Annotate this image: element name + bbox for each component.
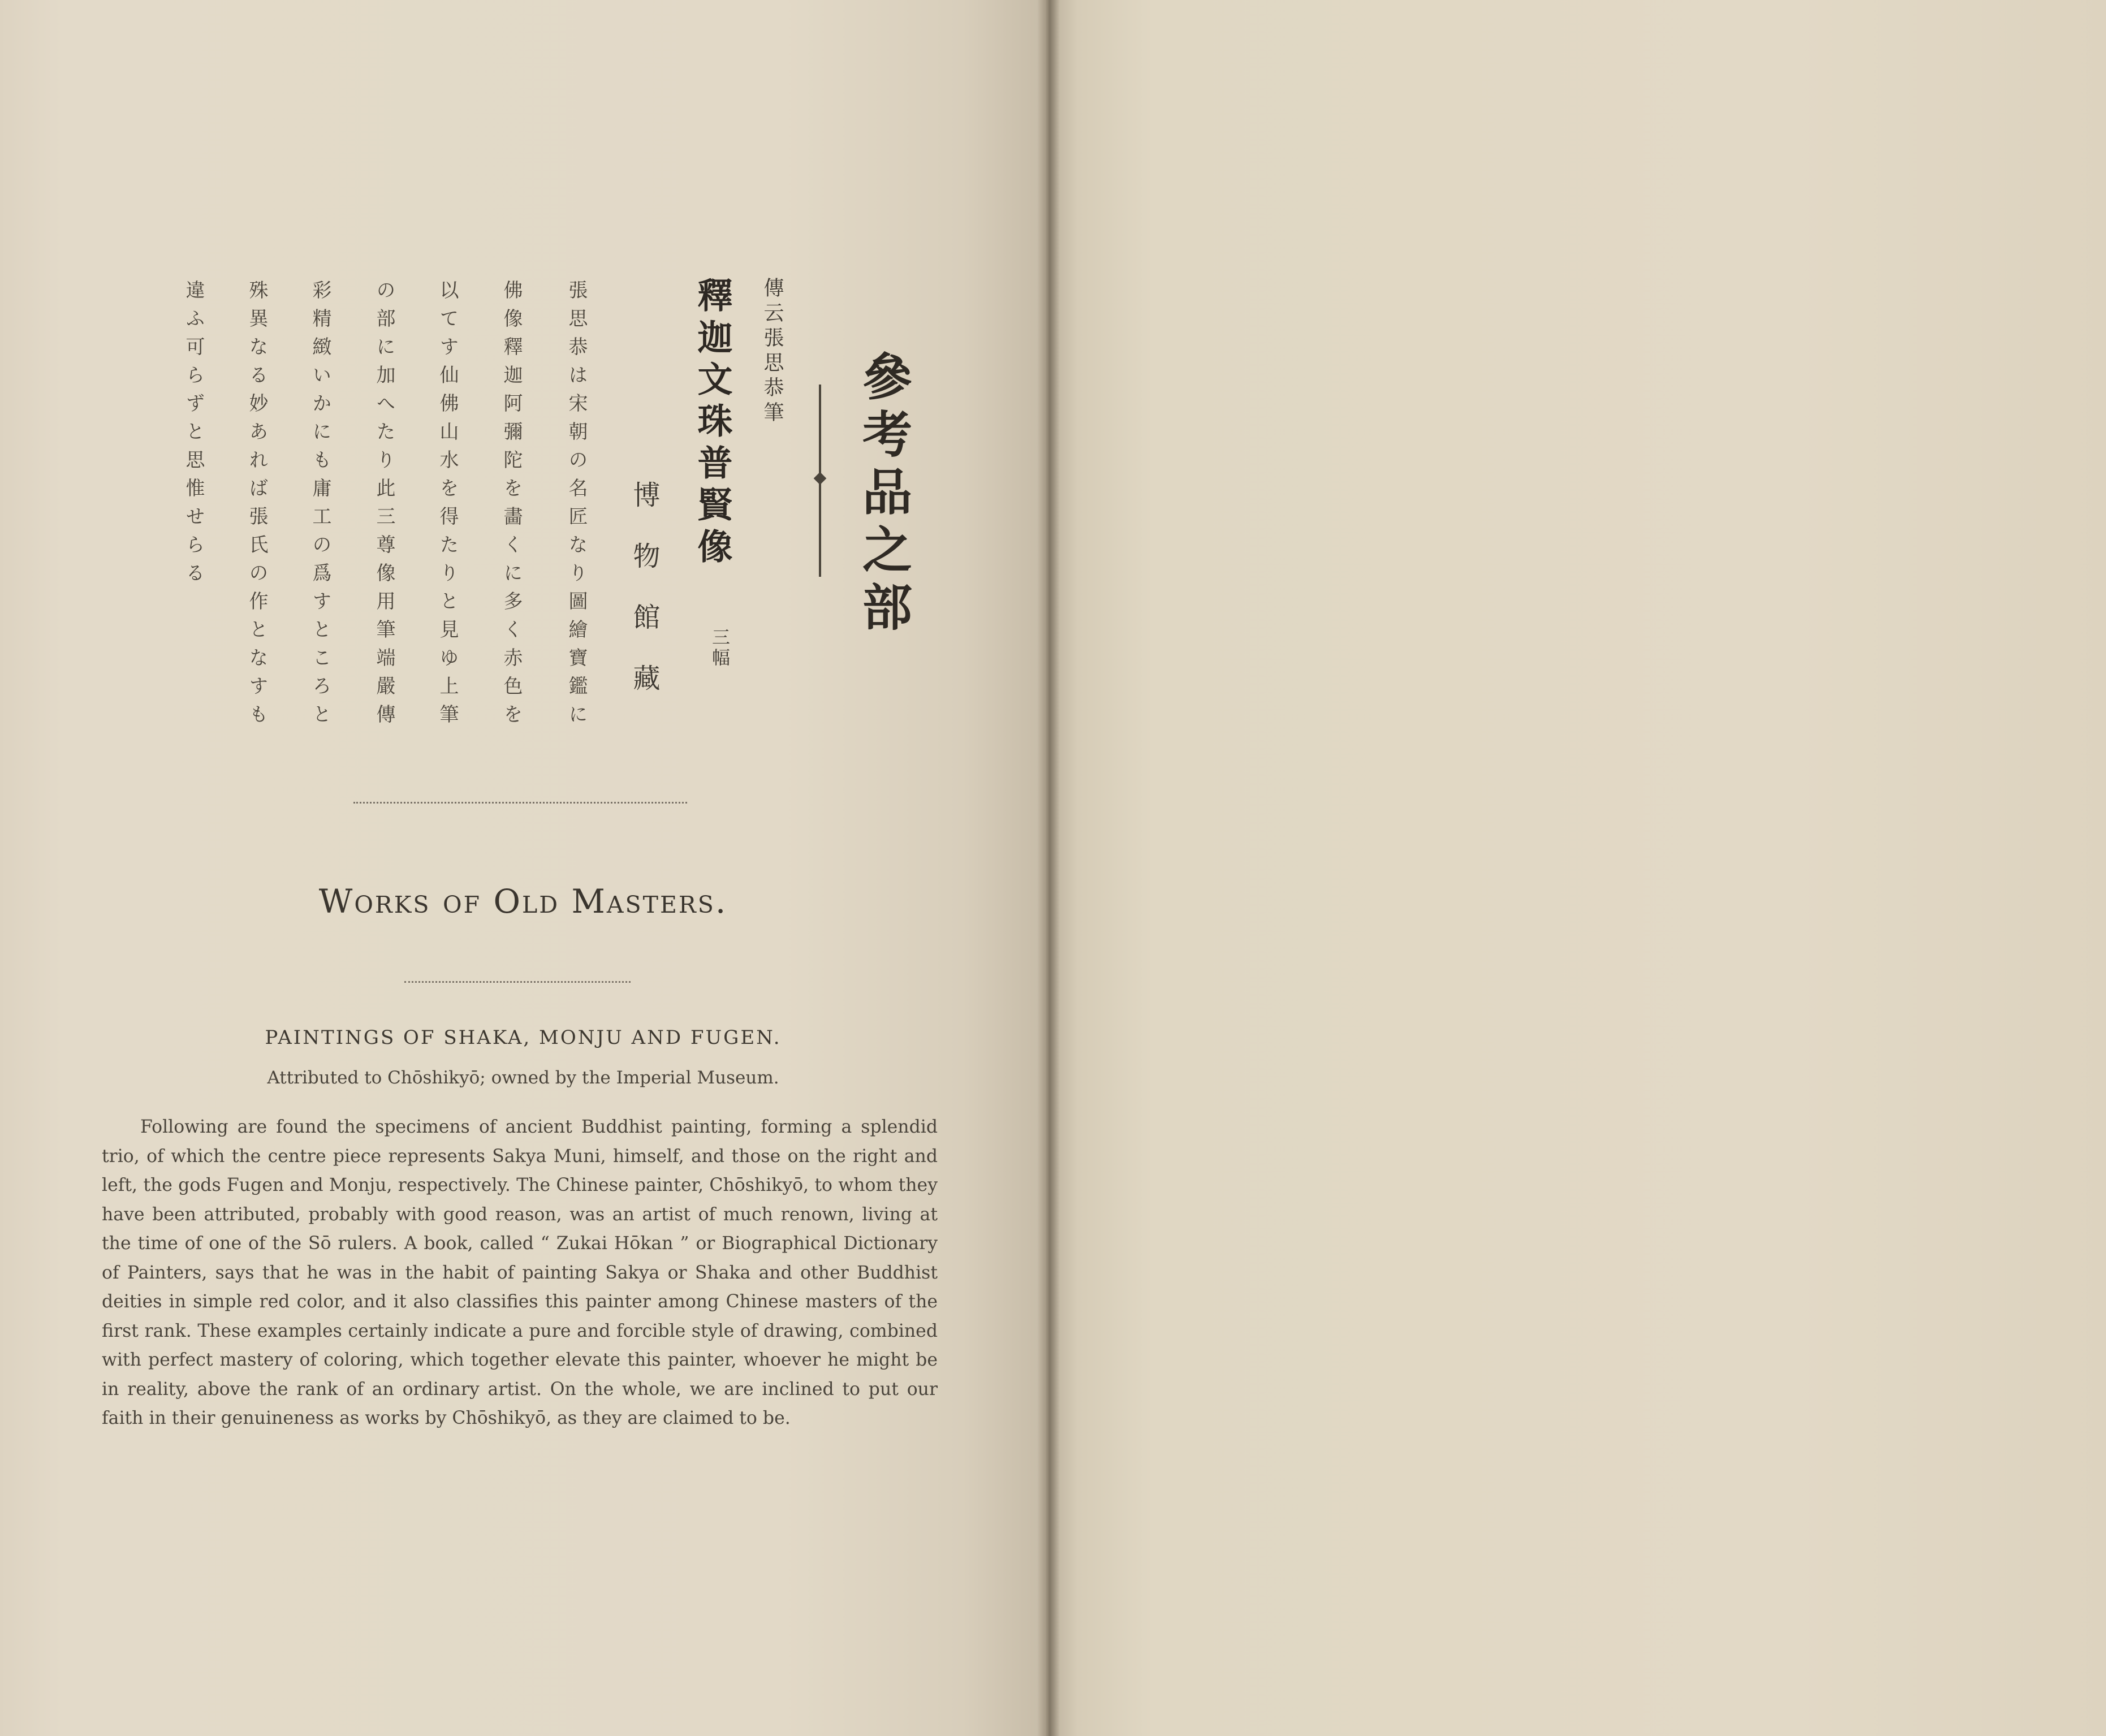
body-paragraph: Following are found the specimens of ancient Buddhist painting, forming a splendid trio, of which the centre piece represents Sakya Muni, himself, and those on the right and left, the gods Fugen and Monju, respectively. The Chinese painter, Chōshikyō, to whom they have been attributed, probably with good reason, was an artist of much renown, living at the time of one of the Sō rulers. A book, called “ Zukai Hōkan ” or Biographical Dictionary of Painters, says that he was in the habit of painting Sakya or Shaka and other Buddhist deities in simple red color, and it also classifies this painter among Chinese masters of the first rank. These examples certainly indicate a pure and forcible style of drawing, combined with perfect mastery of coloring, which together elevate this painter, whoever he might be in reality, above the rank of an ordinary artist. On the whole, we are inclined to put our faith in their genuineness as works by Chōshikyō, as they are claimed to be. xyxy=(102,1117,938,1428)
jp-body-column: 彩精緻いかにも庸工の爲すところと xyxy=(309,280,331,732)
jp-section-heading: 參考品之部 xyxy=(855,351,913,639)
jp-count: 三幅 xyxy=(709,628,731,668)
jp-body-column: 違ふ可らずと思惟せらる xyxy=(182,280,205,591)
left-page xyxy=(0,0,1046,1736)
ornamental-divider xyxy=(404,981,631,983)
jp-owner: 博物館藏 xyxy=(628,481,660,725)
jp-body-column: 佛像釋迦阿彌陀を畵くに多く赤色を xyxy=(500,280,523,732)
jp-body-column: 以てす仙佛山水を得たりと見ゆ上筆 xyxy=(436,280,459,732)
jp-attribution: 傳云張思恭筆 xyxy=(761,277,784,426)
article-title: PAINTINGS OF SHAKA, MONJU AND FUGEN. xyxy=(265,1026,782,1049)
right-page-blank xyxy=(1046,0,2106,1736)
jp-body-column: 殊異なる妙あれば張氏の作となすも xyxy=(245,280,268,732)
jp-body-column: の部に加へたり此三尊像用筆端嚴傳 xyxy=(373,280,395,732)
rule-ornament xyxy=(814,472,827,485)
jp-body-column: 張思恭は宋朝の名匠なり圖繪寶鑑に xyxy=(565,280,588,732)
ornamental-divider xyxy=(353,802,687,804)
book-gutter xyxy=(1037,0,1060,1736)
jp-title: 釋迦文珠普賢像 xyxy=(692,277,733,570)
section-heading: Works of Old Masters. xyxy=(318,882,728,921)
attribution-line: Attributed to Chōshikyō; owned by the Imperial Museum. xyxy=(267,1068,779,1088)
